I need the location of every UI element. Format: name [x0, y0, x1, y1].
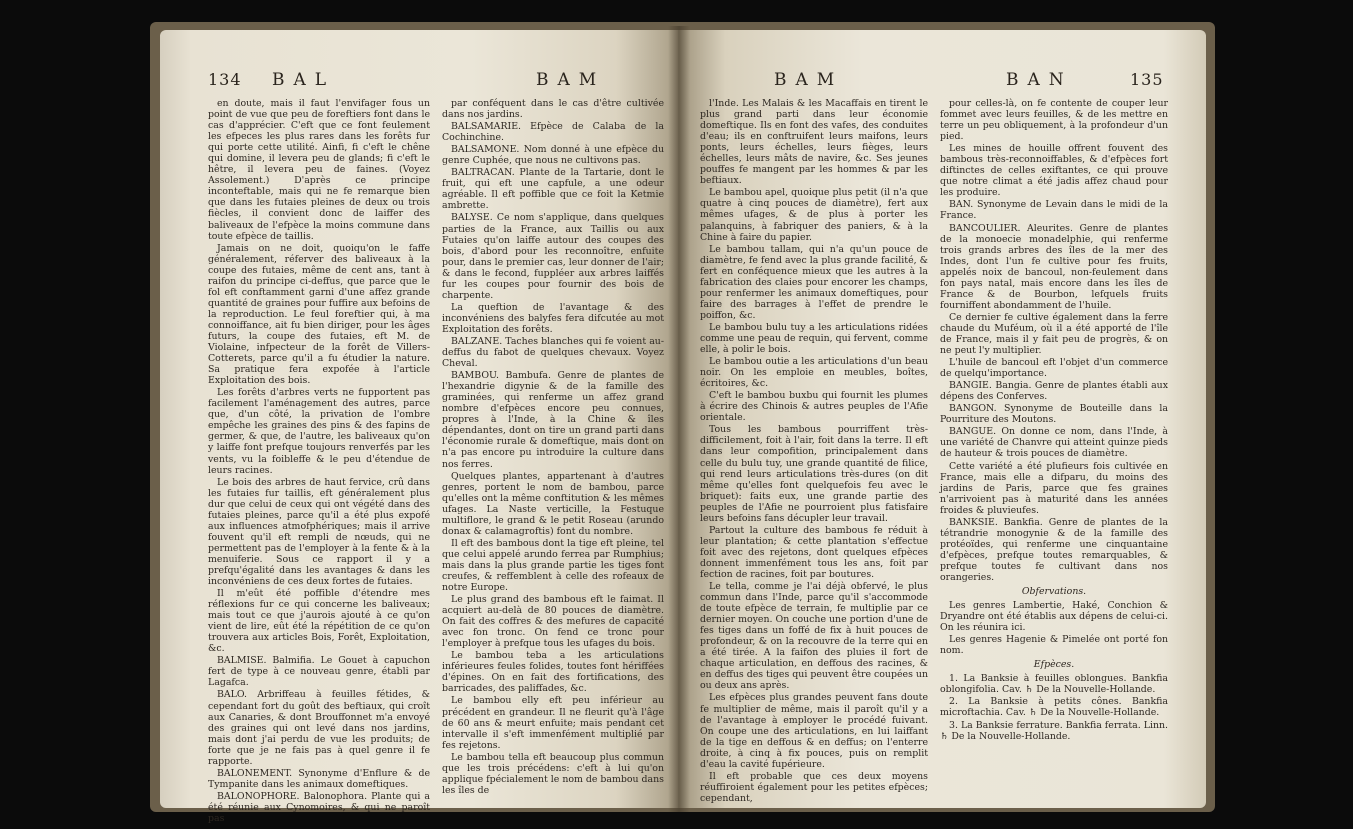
- paragraph: Jamais on ne doit, quoiqu'on le faffe généralement, réferver des baliveaux à la coupe des futaies, même de cent ans, tant à raifon du principe ci-deffus, que parce que le fol eft conftamment garni d'une affez grande quantité de graines pour fuffire aux befoins de la reproduction. Le feul foreftier qui, à ma connoiffance, ait fu bien diriger, pour les âges futurs, la coupe des futaies, eft M. de Violaine, infpecteur de la forêt de Villers-Cotterets, parce qu'il a fu étudier la nature. Sa pratique fera expofée à l'article Exploitation des bois.: [208, 242, 430, 387]
- paragraph: BANGIE. Bangia. Genre de plantes établi aux dépens des Conferves.: [940, 380, 1168, 403]
- paragraph: Ce dernier fe cultive également dans la ferre chaude du Muféum, où il a été apporté de l'île de France, mais il y fait peu de progrès, & on ne peut l'y multiplier.: [940, 311, 1168, 357]
- paragraph: BALO. Arbriffeau à feuilles fétides, & cependant fort du goût des beftiaux, qui croît aux Canaries, & dont Brouffonnet m'a envoyé des graines qui ont levé dans nos jardins, mais dont j'ai perdu de vue les produits; de forte que je ne fais pas à quel genre il fe rapporte.: [208, 689, 430, 767]
- paragraph: Les efpèces plus grandes peuvent fans doute fe multiplier de même, mais il paroît qu'il y a de l'avantage à employer le procédé fuivant. On coupe une des articulations, en lui laiffant de la tige en deffous & en deffus; on l'enterre droite, à cinq à fix pouces, puis on remplit d'eau la cavité fupérieure.: [700, 692, 928, 770]
- right-page: [678, 30, 1206, 808]
- paragraph: Les genres Hagenie & Pimelée ont porté fon nom.: [940, 634, 1168, 657]
- paragraph: Le bambou apel, quoique plus petit (il n'a que quatre à cinq pouces de diamètre), fert aux mêmes ufages, & de plus à porter les palanquins, à fabriquer des paniers, & à la Chine à faire du papier.: [700, 187, 928, 243]
- paragraph: Quelques plantes, appartenant à d'autres genres, portent le nom de bambou, parce qu'elles ont la même conftitution & les mêmes ufages. La Naste verticille, la Festuque multiflore, le grand & le petit Roseau (arundo donax & calamagroftis) font du nombre.: [442, 470, 664, 537]
- paragraph: par conféquent dans le cas d'être cultivée dans nos jardins.: [442, 98, 664, 121]
- paragraph: BAMBOU. Bambufa. Genre de plantes de l'hexandrie digynie & de la famille des graminées, qui renferme un affez grand nombre d'efpèces encore peu connues, propres à l'Inde, à la Chine & îles dépendantes, dont on tire un grand parti dans l'économie rurale & domeftique, mais dont on n'a pas encore pu introduire la culture dans nos ferres.: [442, 370, 664, 470]
- paragraph: BALZANE. Taches blanches qui fe voient au-deffus du fabot de quelques chevaux. Voyez Cheval.: [442, 335, 664, 370]
- paragraph: Le plus grand des bambous eft le faimat. Il acquiert au-delà de 80 pouces de diamètre. On fait des coffres & des mefures de capacité avec fon tronc. On fend ce tronc pour l'employer à prefque tous les ufages du bois.: [442, 594, 664, 650]
- paragraph: BALONEMENT. Synonyme d'Enflure & de Tympanite dans les animaux domeftiques.: [208, 767, 430, 790]
- paragraph: Les mines de houille offrent fouvent des bambous très-reconnoiffables, & d'efpèces fort diftinctes de celles exiftantes, ce qui prouve que notre climat a été jadis affez chaud pour les produire.: [940, 143, 1168, 199]
- paragraph: Il eft des bambous dont la tige eft pleine, tel que celui appelé arundo ferrea par Rumphius; mais dans la plus grande partie les tiges font creufes, & reffemblent à celle des rofeaux de notre Europe.: [442, 537, 664, 594]
- paragraph: La queftion de l'avantage & des inconvéniens des balyfes fera difcutée au mot Exploitation des forêts.: [442, 301, 664, 335]
- paragraph: Efpèces.: [1033, 659, 1075, 671]
- paragraph: Le tella, comme je l'ai déjà obfervé, le plus commun dans l'Inde, parce qu'il s'accommode de toute efpèce de terrain, fe multiplie par ce dernier moyen. On couche une portion d'une de fes tiges dans un foffé de fix à huit pouces de profondeur, & on la recouvre de la terre qui en a été tirée. A la faifon des pluies il fort de chaque articulation, en deffous des racines, & en deffus des tiges qui peuvent être coupées un ou deux ans après.: [700, 581, 928, 692]
- left-page: [160, 30, 678, 824]
- right-page-column-1: [700, 98, 928, 804]
- paragraph: BANGON. Synonyme de Bouteille dans la Pourriture des Moutons.: [940, 403, 1168, 426]
- paragraph: Le bambou teba a les articulations inférieures feules folides, toutes font hériffées d'épines. On en fait des fortifications, des barricades, des paliffades, &c.: [442, 650, 664, 695]
- paragraph: BALSAMARIE. Efpèce de Calaba de la Cochinchine.: [442, 121, 664, 144]
- left-page-column-2: [442, 98, 664, 798]
- right-head-word-1: BAM: [774, 70, 844, 90]
- left-head-word-1: BAL: [272, 70, 336, 90]
- paragraph: 1. La Banksie à feuilles oblongues. Bankfia oblongifolia. Cav. ♄ De la Nouvelle-Hollande.: [940, 673, 1168, 696]
- paragraph: BALONOPHORE. Balonophora. Plante qui a été réunie aux Cynomoires, & qui ne paroît pas: [208, 790, 430, 824]
- paragraph: L'huile de bancoul eft l'objet d'un commerce de quelqu'importance.: [940, 357, 1168, 380]
- paragraph: 2. La Banksie à petits cônes. Bankfia microftachia. Cav. ♄ De la Nouvelle-Hollande.: [940, 696, 1168, 719]
- paragraph: Le bambou bulu tuy a les articulations ridées comme une peau de requin, qui fervent, comme elle, à polir le bois.: [700, 321, 928, 356]
- paragraph: BALYSE. Ce nom s'applique, dans quelques parties de la France, aux Taillis ou aux Futaies qu'on laiffe autour des coupes des bois, d'abord pour les reconnoître, enfuite pour, dans le premier cas, leur donner de l'air; & dans le fecond, fuppléer aux arbres laiffés fur les coupes pour fournir des bois de charpente.: [442, 212, 664, 301]
- paragraph: Partout la culture des bambous fe réduit à leur plantation; & cette plantation s'effectue foit avec des rejetons, dont quelques efpèces donnent immenfément tous les ans, foit par fection de racines, foit par boutures.: [700, 524, 928, 580]
- paragraph: BANGUE. On donne ce nom, dans l'Inde, à une variété de Chanvre qui atteint quinze pieds de hauteur & trois pouces de diamètre.: [940, 426, 1168, 460]
- paragraph: BAN. Synonyme de Levain dans le midi de la France.: [940, 199, 1168, 222]
- right-page-number: 135: [1130, 70, 1164, 89]
- book-gutter: [668, 26, 690, 812]
- right-head-word-2: BAN: [1006, 70, 1073, 90]
- paragraph: Cette variété a été plufieurs fois cultivée en France, mais elle a difparu, du moins des jardins de Paris, parce que fes graines n'arrivoient pas à maturité dans les années froides & pluvieufes.: [940, 460, 1168, 516]
- paragraph: BALMISE. Balmifia. Le Gouet à capuchon fert de type à ce nouveau genre, établi par Lagafca.: [208, 655, 430, 689]
- left-page-column-1: [208, 98, 430, 824]
- paragraph: l'Inde. Les Malais & les Macaffais en tirent le plus grand parti dans leur économie domeftique. Ils en font des vafes, des conduites d'eau; ils en conftruifent leurs maifons, leurs ponts, leurs échelles, leurs fièges, leurs échelles, leurs mâts de navire, &c. Ses jeunes pouffes fe mangent par les hommes & par les beftiaux.: [700, 98, 928, 187]
- paragraph: Le bois des arbres de haut fervice, crû dans les futaies fur taillis, eft généralement plus dur que celui de ceux qui ont végété dans des futaies pleines, parce qu'il a été plus expofé aux influences atmofphériques; mais il arrive fouvent qu'il eft rempli de nœuds, qui ne permettent pas de l'employer à la fente & à la menuiferie. Sous ce rapport il y a prefqu'égalité dans les avantages & dans les inconvéniens de ces deux fortes de futaies.: [208, 476, 430, 588]
- paragraph: Tous les bambous pourriffent très-difficilement, foit à l'air, foit dans la terre. Il eft dans leur compofition, principalement dans celle du bulu tuy, une grande quantité de filice, qui rend leurs articulations très-dures (on dit même qu'elles font quelquefois feu avec le briquet): faits eux, une grande partie des peuples de l'Afie ne pourroient plus fatisfaire leurs befoins fans décupler leur travail.: [700, 424, 928, 524]
- paragraph: Le bambou tella eft beaucoup plus commun que les trois précédens: c'eft à lui qu'on applique fpécialement le nom de bambou dans les îles de: [442, 751, 664, 796]
- right-page-column-2: [940, 98, 1168, 798]
- left-page-number: 134: [208, 70, 242, 89]
- paragraph: C'eft le bambou buxbu qui fournit les plumes à écrire des Chinois & autres peuples de l'Afie orientale.: [700, 390, 928, 424]
- paragraph: BANCOULIER. Aleurites. Genre de plantes de la monoecie monadelphie, qui renferme trois grands arbres des îles de la mer des Indes, dont l'un fe cultive pour fes fruits, appelés noix de bancoul, non-feulement dans fon pays natal, mais encore dans les îles de France & de Bourbon, lefquels fruits fourniffent abondamment de l'huile.: [940, 222, 1168, 311]
- paragraph: Le bambou elly eft peu inférieur au précédent en grandeur. Il ne fleurit qu'à l'âge de 60 ans & meurt enfuite; mais pendant cet intervalle il s'eft immenfément multiplié par fes rejetons.: [442, 695, 664, 751]
- paragraph: Obfervations.: [1021, 586, 1087, 598]
- paragraph: Le bambou tallam, qui n'a qu'un pouce de diamètre, fe fend avec la plus grande facilité, & fert en conféquence mieux que les autres à la fabrication des claies pour encorer les champs, pour renfermer les animaux domeftiques, pour faire des barrages à l'effet de prendre le poiffon, &c.: [700, 243, 928, 321]
- paragraph: Il eft probable que ces deux moyens réuffiroient également pour les petites efpèces; cependant,: [700, 770, 928, 804]
- paragraph: Il m'eût été poffible d'étendre mes réflexions fur ce qui concerne les baliveaux; mais tout ce que j'aurois ajouté à ce qu'on vient de lire, eût été la répétition de ce qu'on trouvera aux articles Bois, Forêt, Exploitation, &c.: [208, 588, 430, 655]
- paragraph: pour celles-là, on fe contente de couper leur fommet avec leurs feuilles, & de les mettre en terre un peu obliquement, à la profondeur d'un pied.: [940, 98, 1168, 143]
- paragraph: BANKSIE. Bankfia. Genre de plantes de la tétrandrie monogynie & de la famille des protéoïdes, qui renferme une cinquantaine d'efpèces, prefque toutes remarquables, & prefque toutes fe cultivant dans nos orangeries.: [940, 516, 1168, 583]
- paragraph: 3. La Banksie ferrature. Bankfia ferrata. Linn. ♄ De la Nouvelle-Hollande.: [940, 719, 1168, 742]
- paragraph: Le bambou outie a les articulations d'un beau noir. On les emploie en meubles, boîtes, écritoires, &c.: [700, 356, 928, 390]
- paragraph: BALSAMONE. Nom donné à une efpèce du genre Cuphée, que nous ne cultivons pas.: [442, 144, 664, 167]
- paragraph: Les genres Lambertie, Haké, Conchion & Dryandre ont été établis aux dépens de celui-ci. On les réunira ici.: [940, 600, 1168, 634]
- paragraph: en doute, mais il faut l'envifager fous un point de vue que peu de foreftiers font dans le cas d'apprécier. C'eft que ce font feulement les efpeces les plus rares dans les forêts fur qui porte cette utilité. Ainfi, fi c'eft le chêne qui domine, il levera peu de glands; fi c'eft le hêtre, il levera peu de faines. (Voyez Assolement.) D'après ce principe inconteftable, mais qui ne fe remarque bien que dans les futaies pleines de deux ou trois fiècles, il convient donc de laiffer des baliveaux de l'efpèce la moins commune dans toute efpèce de taillis.: [208, 98, 430, 242]
- paragraph: BALTRACAN. Plante de la Tartarie, dont le fruit, qui eft une capfule, a une odeur agréable. Il eft poffible que ce foit la Ketmie ambrette.: [442, 167, 664, 212]
- left-head-word-2: BAM: [536, 70, 606, 90]
- paragraph: Les forêts d'arbres verts ne fupportent pas facilement l'aménagement des autres, parce que, d'un côté, la privation de l'ombre empêche les graines des pins & des fapins de germer, & que, de l'autre, les baliveaux qu'on y laiffe font prefque toujours renverfés par les vents, vu la foibleffe & le peu d'étendue de leurs racines.: [208, 387, 430, 476]
